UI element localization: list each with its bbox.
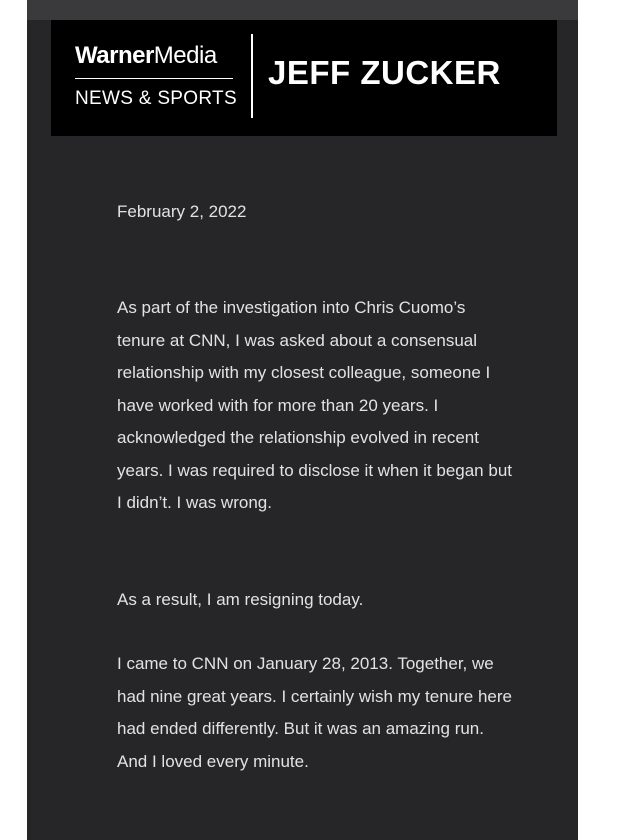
letterhead-banner xyxy=(51,20,557,136)
warnermedia-logo xyxy=(75,38,245,118)
email-screen xyxy=(27,0,578,840)
logo-wordmark: WarnerMedia xyxy=(75,42,217,69)
executive-name: JEFF ZUCKER xyxy=(268,54,501,91)
logo-subtitle: NEWS & SPORTS xyxy=(75,88,237,109)
letter-paragraph-3: I came to CNN on January 28, 2013. Together, we had nine great years. I certainly wish my tenure here had ended differently. But it was an amazing run. And I loved every minute. xyxy=(117,654,512,771)
letter-paragraph-2: As a result, I am resigning today. xyxy=(117,590,364,609)
letter-date: February 2, 2022 xyxy=(117,202,247,221)
letter-paragraph-1: As part of the investigation into Chris Cuomo’s tenure at CNN, I was asked about a consensual relationship with my closest colleague, someone I have worked with for more than 20 years. I acknowledged the relationship evolved in recent years. I was required to disclose it when it began but I didn’t. I was wrong. xyxy=(117,298,512,512)
top-bar xyxy=(27,0,578,20)
header-divider xyxy=(251,34,253,118)
logo-rule xyxy=(75,78,233,79)
